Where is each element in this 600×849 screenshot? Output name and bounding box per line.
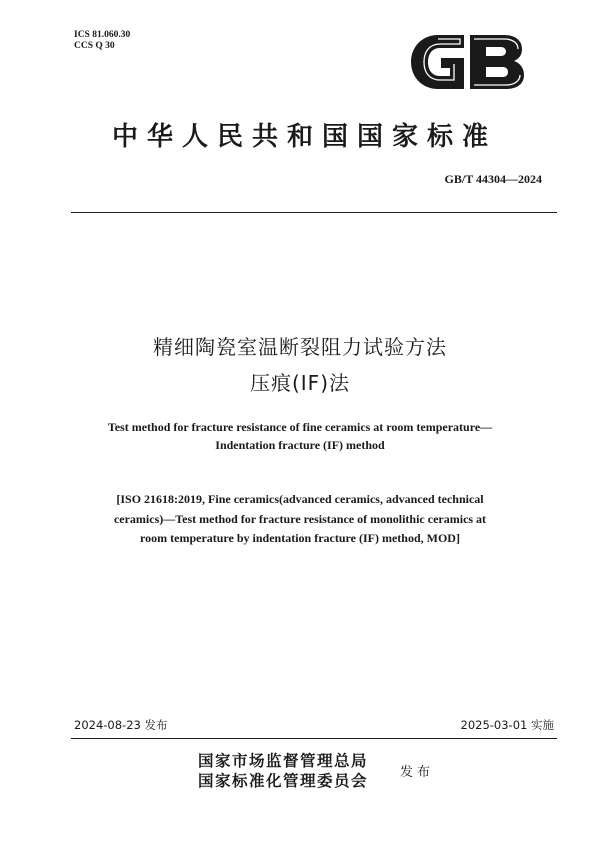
iso-reference-line-2: ceramics)—Test method for fracture resistance of monolithic ceramics at bbox=[113, 511, 487, 526]
ccs-code: CCS Q 30 bbox=[74, 41, 115, 51]
publish-label: 发布 bbox=[400, 765, 435, 780]
classification-codes bbox=[74, 30, 130, 52]
implementation-date: 2025-03-01 实施 bbox=[460, 718, 554, 732]
issuing-authorities bbox=[198, 751, 368, 791]
issue-date: 2024-08-23 发布 bbox=[74, 718, 168, 732]
iso-reference bbox=[0, 490, 600, 549]
standard-number: GB/T 44304—2024 bbox=[444, 172, 542, 186]
gb-logo bbox=[408, 33, 526, 91]
issuer-samr: 国家市场监督管理总局 bbox=[198, 751, 369, 770]
english-title-line-1: Test method for fracture resistance of fine ceramics at room temperature— bbox=[107, 420, 493, 434]
national-standard-title: 中华人民共和国国家标准 bbox=[111, 122, 497, 152]
english-title bbox=[0, 418, 600, 454]
ics-code: ICS 81.060.30 bbox=[74, 30, 131, 40]
issuer-sac: 国家标准化管理委员会 bbox=[198, 771, 369, 790]
chinese-title-line-1: 精细陶瓷室温断裂阻力试验方法 bbox=[153, 335, 447, 359]
english-title-line-2: Indentation fracture (IF) method bbox=[215, 438, 385, 452]
bottom-divider bbox=[71, 738, 557, 739]
chinese-title-line-2: 压痕(IF)法 bbox=[249, 371, 350, 395]
top-divider bbox=[71, 212, 557, 213]
iso-reference-line-1: [ISO 21618:2019, Fine ceramics(advanced ceramics, advanced technical bbox=[116, 492, 484, 506]
iso-reference-line-3: room temperature by indentation fracture (IF) method, MOD] bbox=[140, 531, 460, 545]
